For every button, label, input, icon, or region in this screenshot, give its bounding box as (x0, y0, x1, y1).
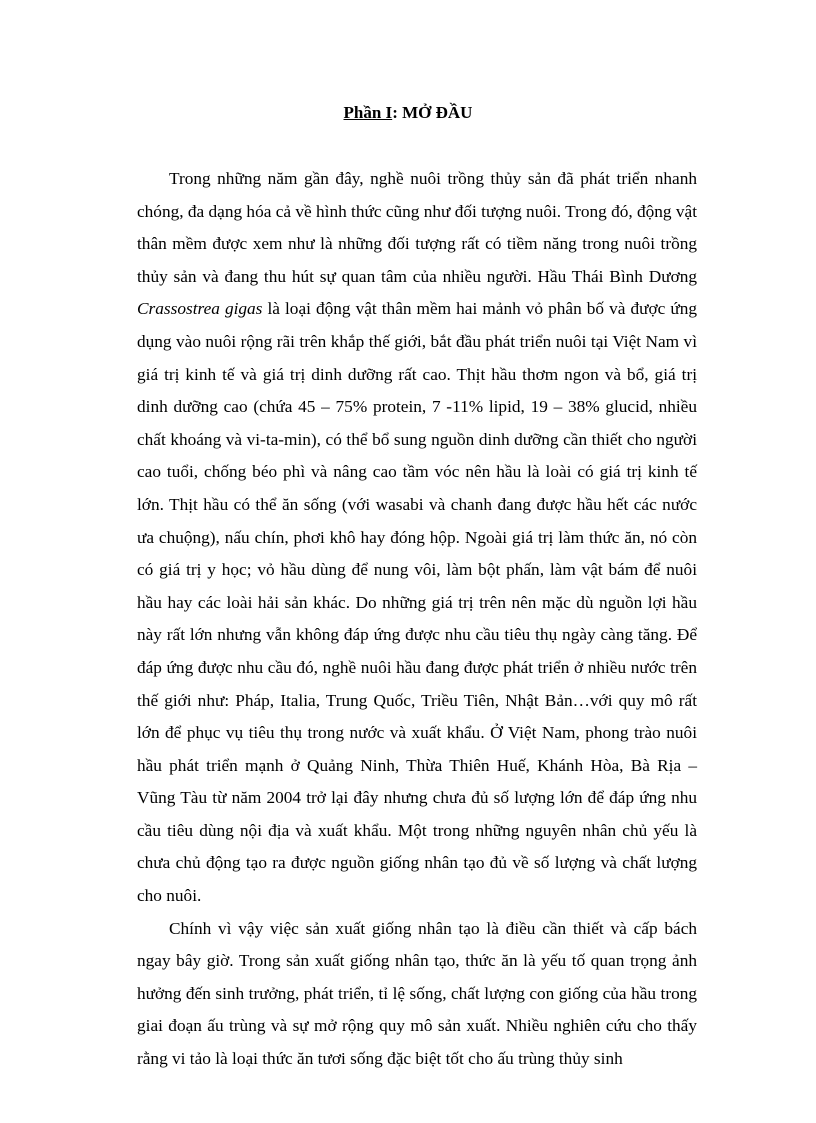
section-heading (0, 102, 816, 124)
paragraph-1-text-a: Trong những năm gần đây, nghề nuôi trồng thủy sản đã phát triển nhanh chóng, đa dạng hóa cả về hình thức cũng như đối tượng nuôi. Trong đó, động vật thân mềm được xem như là những đối tượng rất có tiềm năng trong nuôi trồng thủy sản và đang thu hút sự quan tâm của nhiều người. Hầu Thái Bình Dương (137, 169, 697, 286)
part-label: Phần I (343, 103, 393, 122)
body-text (137, 163, 697, 1076)
heading-title: MỞ ĐẦU (402, 103, 473, 122)
paragraph-1 (137, 163, 697, 913)
paragraph-2: Chính vì vậy việc sản xuất giống nhân tạo là điều cần thiết và cấp bách ngay bây giờ. Trong sản xuất giống nhân tạo, thức ăn là yếu tố quan trọng ảnh hưởng đến sinh trưởng, phát triển, tỉ lệ sống, chất lượng con giống của hầu trong giai đoạn ấu trùng và sự mở rộng quy mô sản xuất. Nhiều nghiên cứu cho thấy rằng vi tảo là loại thức ăn tươi sống đặc biệt tốt cho ấu trùng thủy sinh (137, 918, 697, 1069)
species-name: Crassostrea gigas (137, 299, 263, 319)
paragraph-1-text-b: là loại động vật thân mềm hai mảnh vỏ phân bố và được ứng dụng vào nuôi rộng rãi trên khắp thế giới, bắt đầu phát triển nuôi tại Việt Nam vì giá trị kinh tế và giá trị dinh dưỡng rất cao. Thịt hầu thơm ngon và bổ, giá trị dinh dưỡng cao (chứa 45 – 75% protein, 7 -11% lipid, 19 – 38% glucid, nhiều chất khoáng và vi-ta-min), có thể bổ sung nguồn dinh dưỡng cần thiết cho người cao tuổi, chống béo phì và nâng cao tầm vóc nên hầu là loài có giá trị kinh tế lớn. Thịt hầu có thể ăn sống (với wasabi và chanh đang được hầu hết các nước ưa chuộng), nấu chín, phơi khô hay đóng hộp. Ngoài giá trị làm thức ăn, nó còn có giá trị y học; vỏ hầu dùng để nung vôi, làm bột phấn, làm vật bám để nuôi hầu hay các loài hải sản khác. Do những giá trị trên nên mặc dù nguồn lợi hầu này rất lớn nhưng vẫn không đáp ứng được nhu cầu tiêu thụ ngày càng tăng. Để đáp ứng được nhu cầu đó, nghề nuôi hầu đang được phát triển ở nhiều nước trên thế giới như: Pháp, Italia, Trung Quốc, Triều Tiên, Nhật Bản…với quy mô rất lớn để phục vụ tiêu thụ trong nước và xuất khẩu. Ở Việt Nam, phong trào nuôi hầu phát triển mạnh ở Quảng Ninh, Thừa Thiên Huế, Khánh Hòa, Bà Rịa – Vũng Tàu từ năm 2004 trở lại đây nhưng chưa đủ số lượng lớn để đáp ứng nhu cầu tiêu dùng nội địa và xuất khẩu. Một trong những nguyên nhân chủ yếu là chưa chủ động tạo ra được nguồn giống nhân tạo đủ về số lượng và chất lượng cho nuôi. (137, 299, 697, 906)
heading-separator: : (392, 103, 403, 122)
